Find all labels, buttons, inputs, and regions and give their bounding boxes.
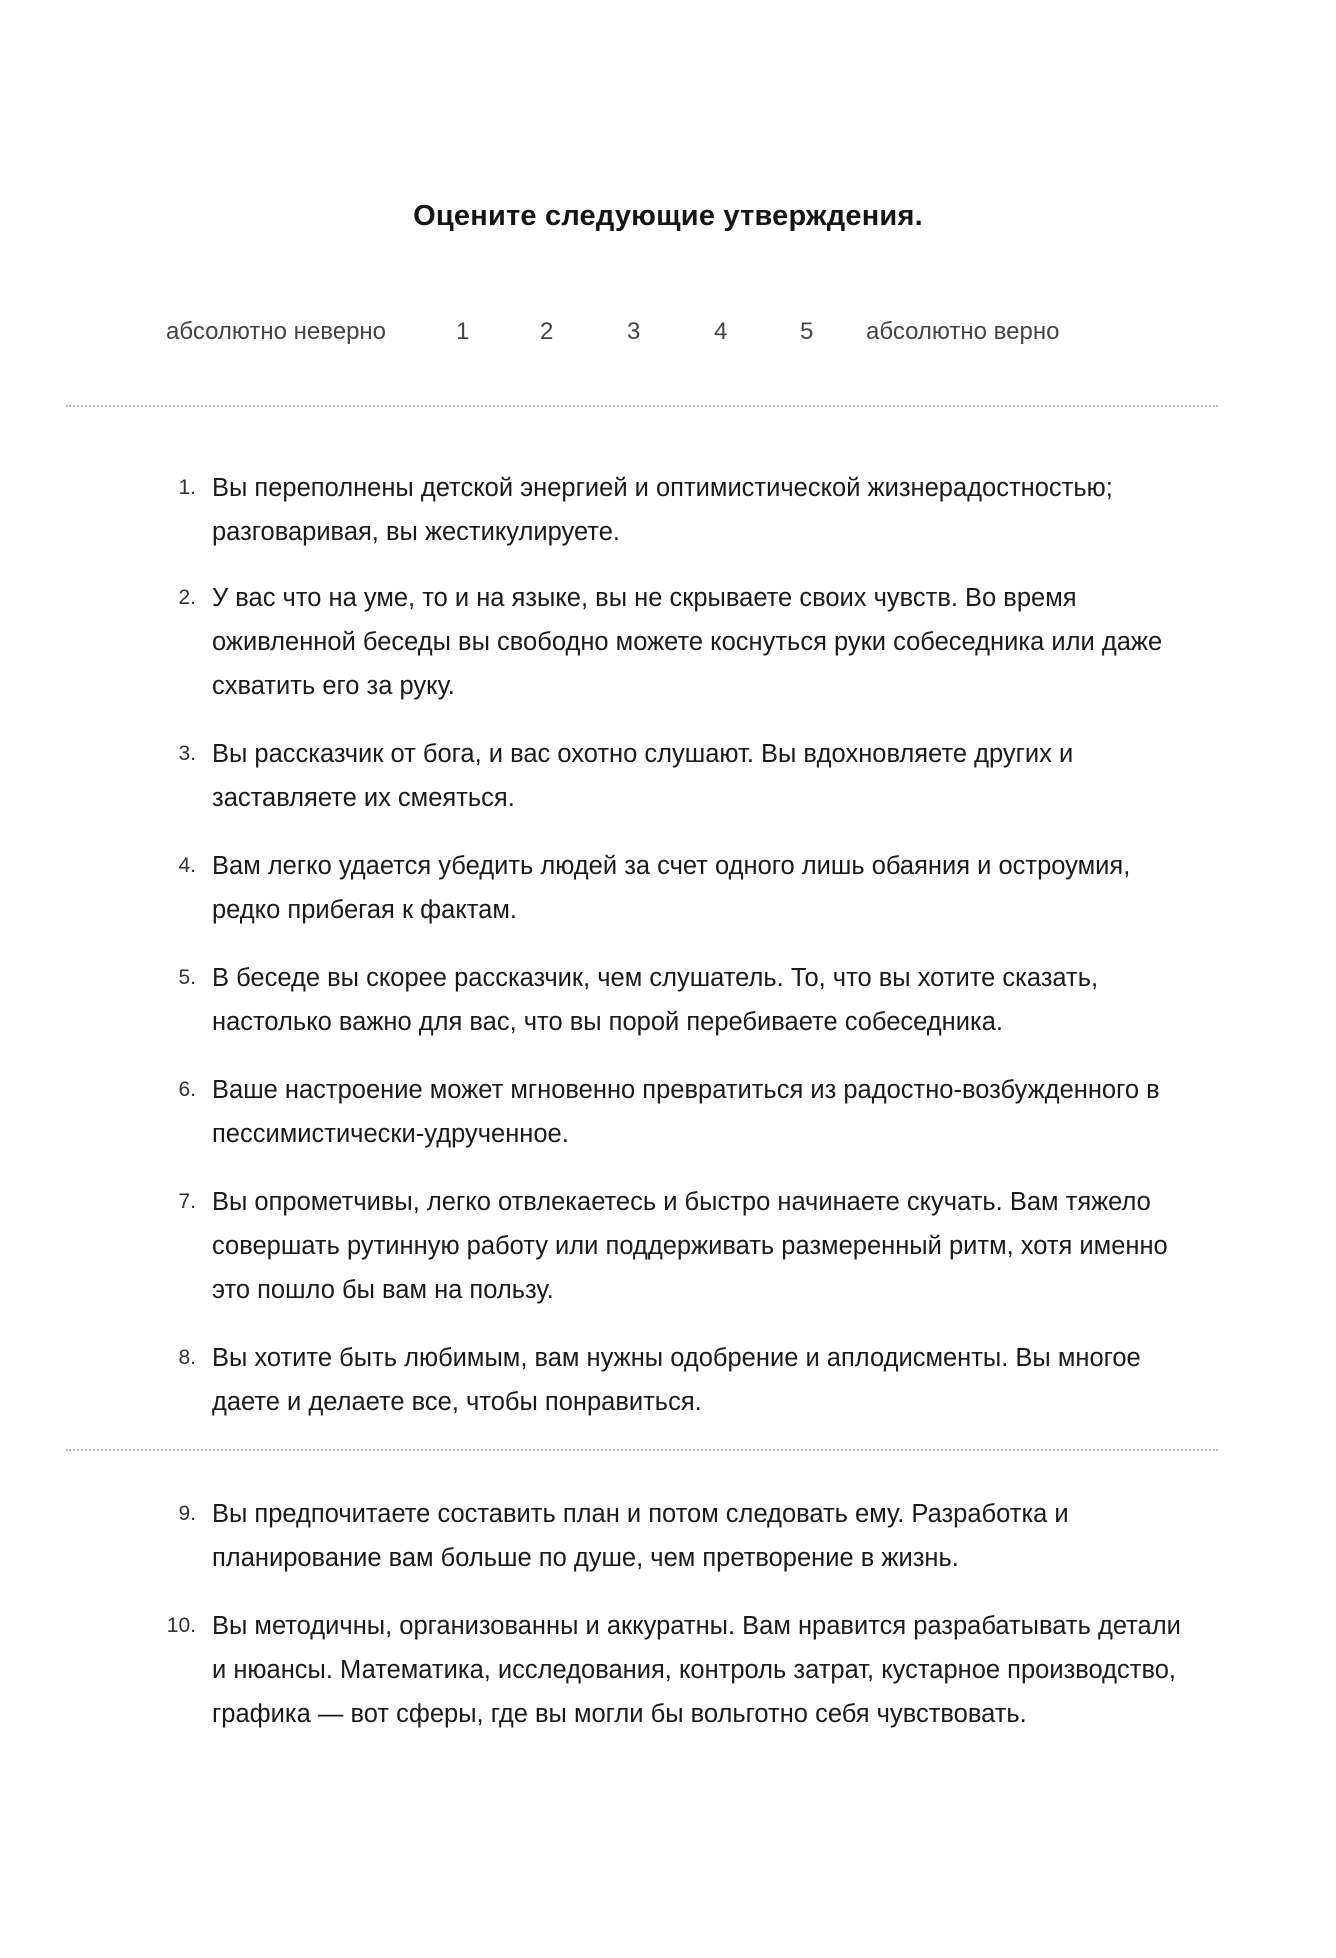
- statement-number: 5.: [178, 966, 196, 989]
- rating-scale: [0, 318, 1336, 352]
- statement-text: Вы предпочитаете составить план и потом следовать ему. Разработка и планирование вам больше по душе, чем претворение в жизнь.: [212, 1500, 1069, 1572]
- statement-number: 3.: [178, 742, 196, 765]
- statement-text: У вас что на уме, то и на языке, вы не скрываете своих чувств. Во время оживленной беседы вы свободно можете коснуться руки собеседника или даже схватить его за руку.: [212, 584, 1163, 700]
- statement-number: 1.: [178, 476, 196, 499]
- statement-text: Ваше настроение может мгновенно превратиться из радостно-возбужденного в пессимистически-удрученное.: [212, 1076, 1160, 1148]
- statement-text: Вам легко удается убедить людей за счет одного лишь обаяния и остроумия, редко прибегая к фактам.: [212, 852, 1131, 924]
- statement-number: 2.: [178, 586, 196, 609]
- statement-text: Вы рассказчик от бога, и вас охотно слушают. Вы вдохновляете других и заставляете их смеяться.: [212, 740, 1074, 812]
- statement-number: 8.: [178, 1346, 196, 1369]
- scale-value-3: 3: [627, 318, 641, 345]
- statement-text: Вы методичны, организованны и аккуратны. Вам нравится разрабатывать детали и нюансы. Математика, исследования, контроль затрат, кустарное производство, графика — вот сферы, где вы могли бы вольготно себя чувствовать.: [212, 1612, 1181, 1728]
- statement-text: Вы переполнены детской энергией и оптимистической жизнерадостностью; разговаривая, вы жестикулируете.: [212, 474, 1113, 546]
- statement-number: 6.: [178, 1078, 196, 1101]
- statement-number: 9.: [178, 1502, 196, 1525]
- statement-text: В беседе вы скорее рассказчик, чем слушатель. То, что вы хотите сказать, настолько важно для вас, что вы порой перебиваете собеседника.: [212, 964, 1099, 1036]
- scale-value-2: 2: [540, 318, 554, 345]
- scale-right-label: абсолютно верно: [866, 318, 1060, 345]
- statement-number: 10.: [166, 1614, 196, 1637]
- scale-value-5: 5: [800, 318, 814, 345]
- scale-value-4: 4: [714, 318, 728, 345]
- statement-text: Вы опрометчивы, легко отвлекаетесь и быстро начинаете скучать. Вам тяжело совершать рутинную работу или поддерживать размеренный ритм, хотя именно это пошло бы вам на пользу.: [212, 1188, 1168, 1304]
- statement-text: Вы хотите быть любимым, вам нужны одобрение и аплодисменты. Вы многое даете и делаете все, чтобы понравиться.: [212, 1344, 1141, 1416]
- statement-number: 7.: [178, 1190, 196, 1213]
- scale-left-label: абсолютно неверно: [166, 318, 387, 345]
- divider-middle: [66, 1449, 1218, 1451]
- scale-value-1: 1: [456, 318, 470, 345]
- statement-number: 4.: [178, 854, 196, 877]
- divider-top: [66, 405, 1218, 407]
- page-title: Оцените следующие утверждения.: [413, 200, 923, 232]
